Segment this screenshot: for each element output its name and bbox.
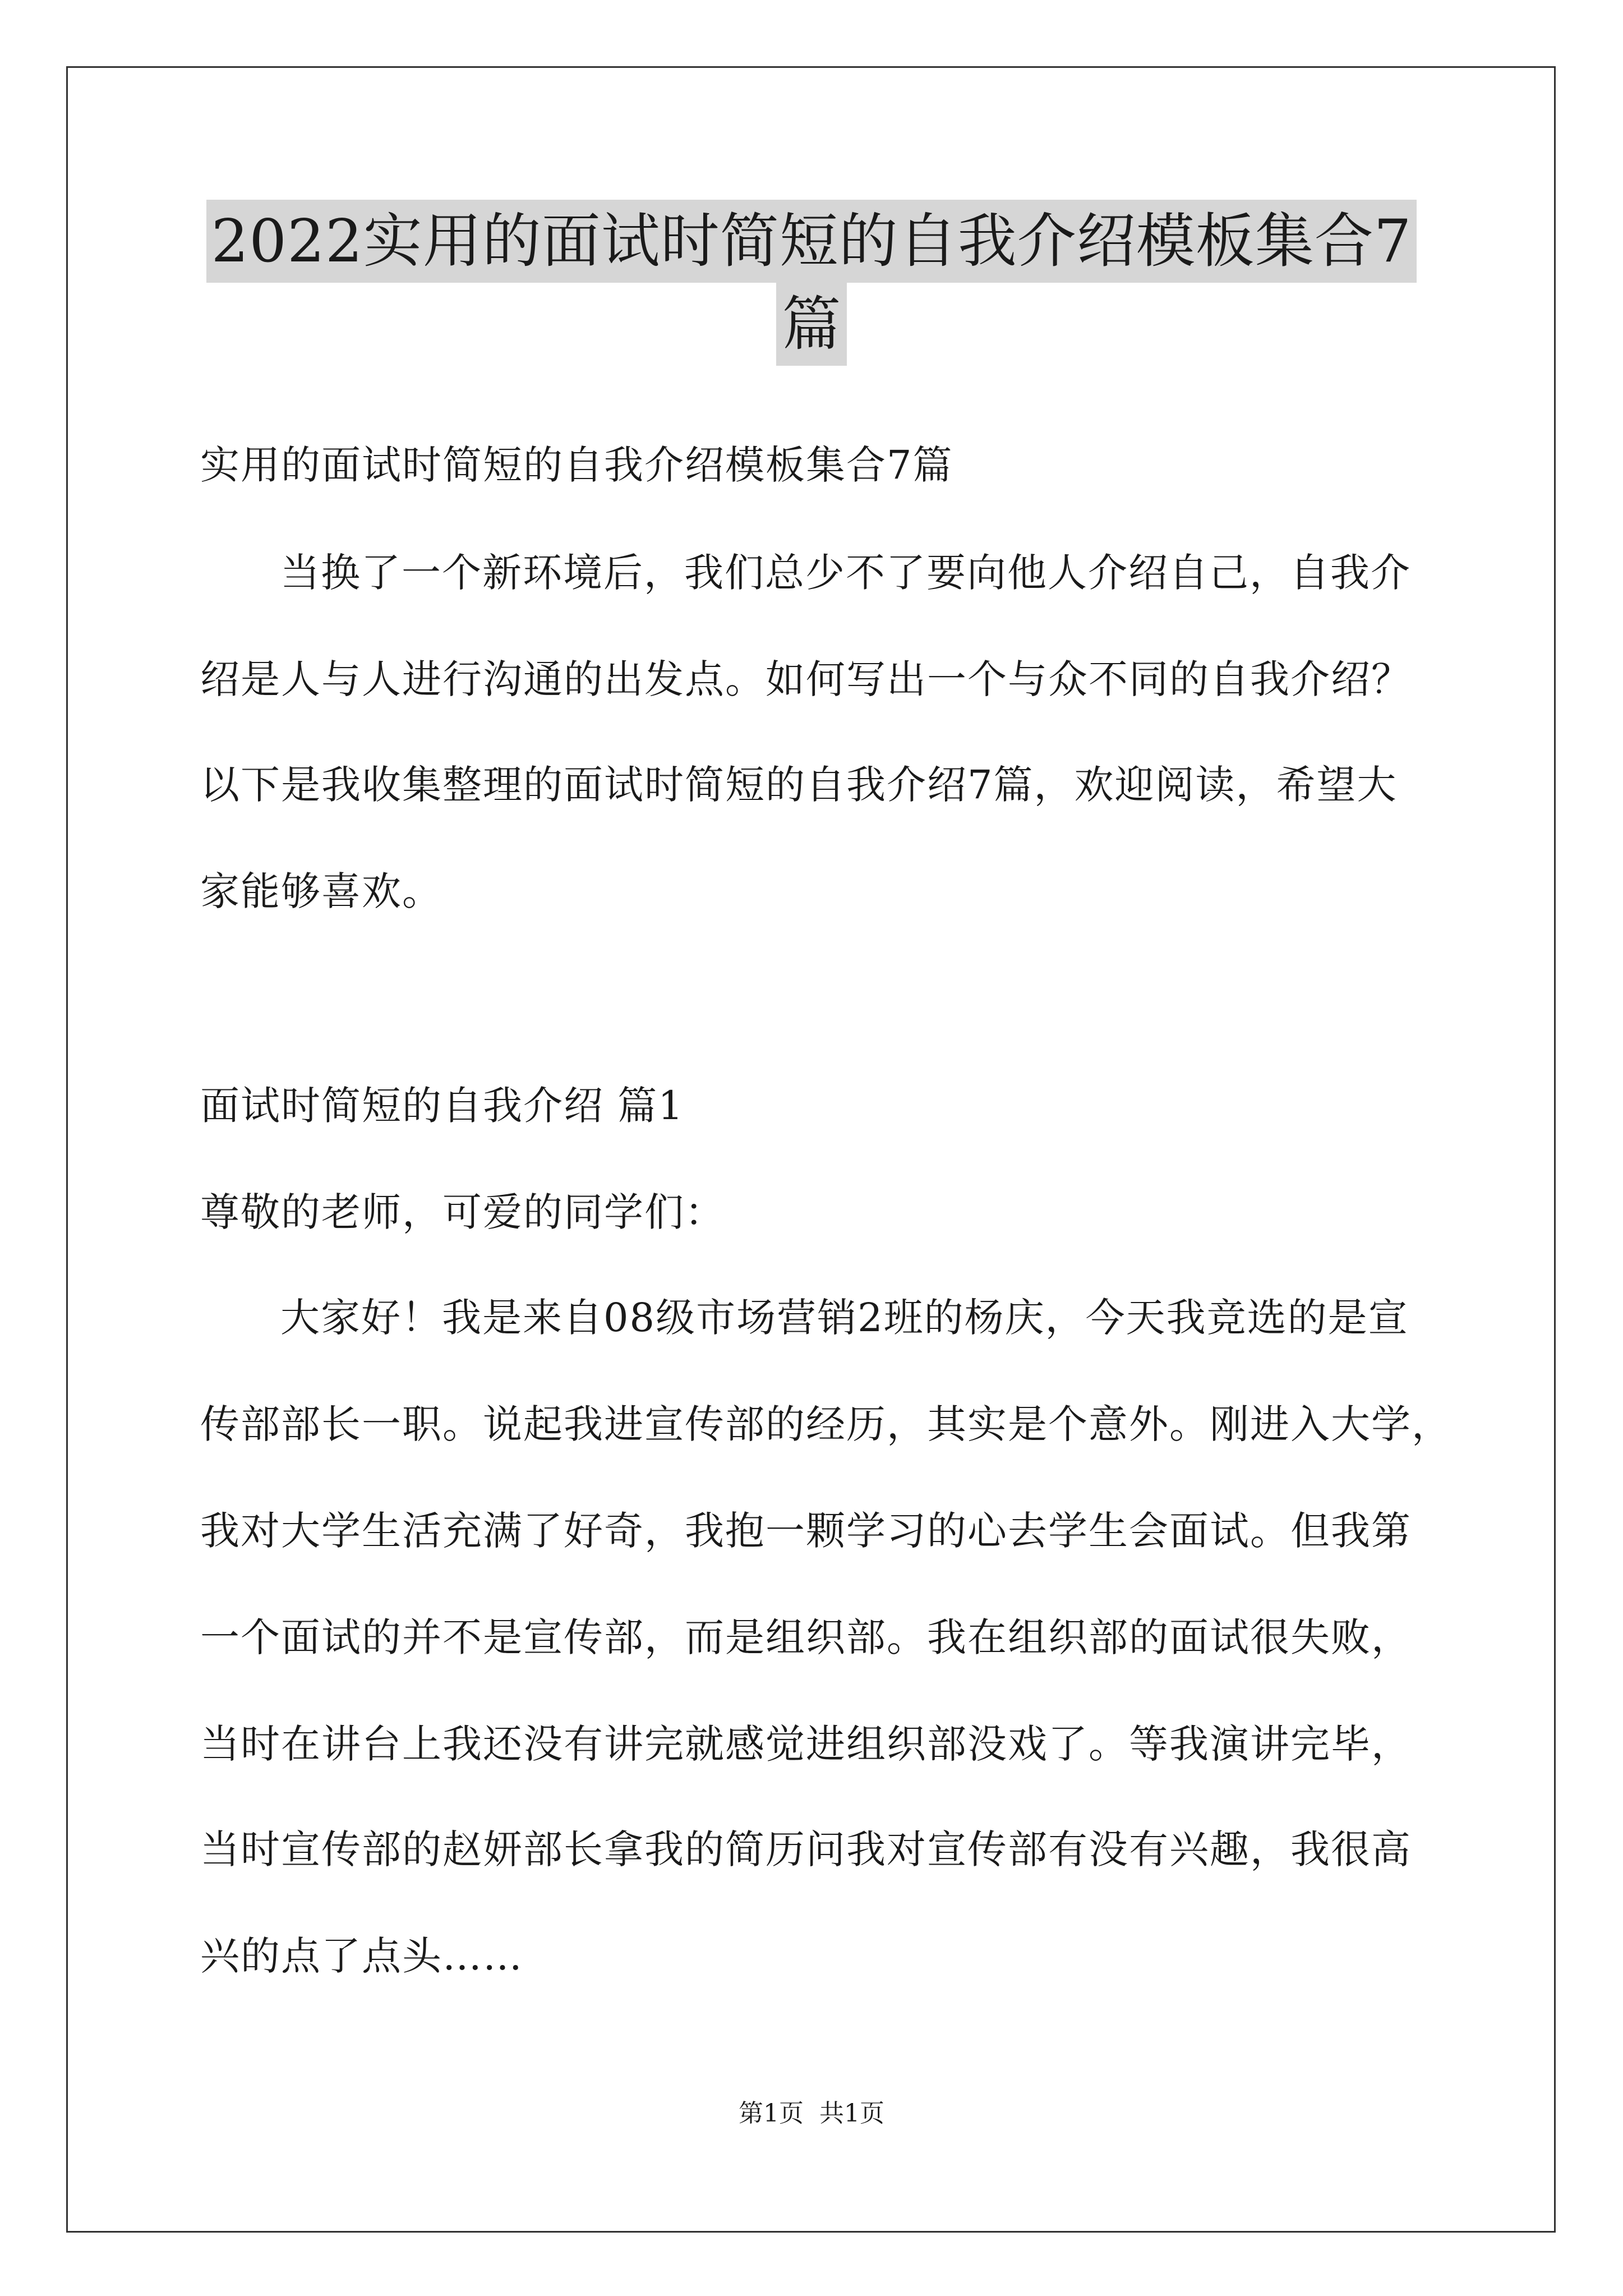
body-line: 大家好！我是来自08级市场营销2班的杨庆，今天我竞选的是宣	[280, 1295, 1409, 1341]
intro-line: 当换了一个新环境后，我们总少不了要向他人介绍自己，自我介	[280, 550, 1411, 596]
body-line: 我对大学生活充满了好奇，我抱一颗学习的心去学生会面试。但我第	[200, 1508, 1412, 1554]
body-line: 一个面试的并不是宣传部，而是组织部。我在组织部的面试很失败，	[200, 1614, 1412, 1660]
intro-line: 绍是人与人进行沟通的出发点。如何写出一个与众不同的自我介绍？	[200, 656, 1412, 702]
body-line: 当时宣传部的赵妍部长拿我的简历问我对宣传部有没有兴趣，我很高	[200, 1826, 1412, 1872]
body-line: 传部部长一职。说起我进宣传部的经历，其实是个意外。刚进入大学，	[200, 1401, 1452, 1447]
title-line-2: 篇	[776, 283, 846, 366]
page-footer: 第1页 共1页	[739, 2099, 884, 2128]
section-heading: 面试时简短的自我介绍 篇1	[200, 1083, 684, 1129]
title-line-1: 2022实用的面试时简短的自我介绍模板集合7	[206, 200, 1416, 283]
page-border	[66, 66, 1556, 2233]
body-line: 当时在讲台上我还没有讲完就感觉进组织部没戏了。等我演讲完毕，	[200, 1721, 1412, 1767]
intro-line: 以下是我收集整理的面试时简短的自我介绍7篇，欢迎阅读，希望大	[200, 762, 1398, 808]
intro-line: 家能够喜欢。	[200, 868, 442, 914]
document-title	[0, 200, 1623, 366]
salutation: 尊敬的老师，可爱的同学们：	[200, 1189, 725, 1235]
subtitle: 实用的面试时简短的自我介绍模板集合7篇	[200, 442, 953, 488]
body-line: 兴的点了点头……	[200, 1933, 523, 1979]
